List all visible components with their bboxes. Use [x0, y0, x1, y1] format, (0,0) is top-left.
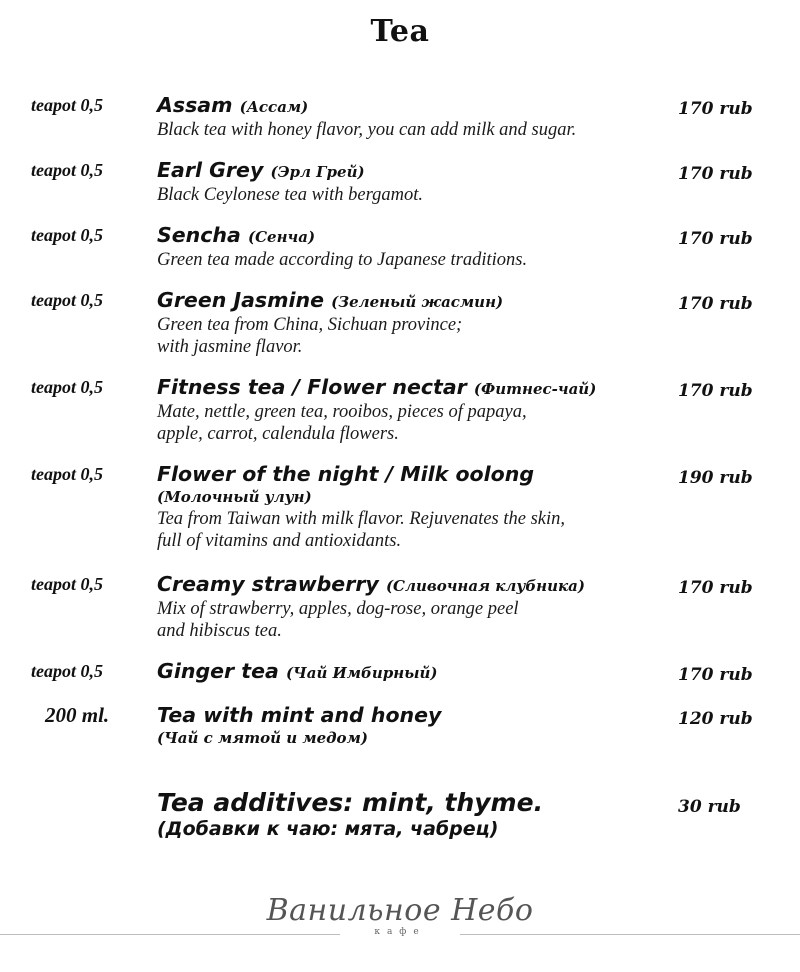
- item-description: Tea from Taiwan with milk flavor. Rejuvenates the skin,: [157, 509, 566, 529]
- page-title: Tea: [370, 14, 430, 49]
- item-description: Black tea with honey flavor, you can add milk and sugar.: [157, 120, 577, 140]
- item-name-russian: (Чай Имбирный): [285, 664, 438, 682]
- item-name: Fitness tea / Flower nectar: [157, 375, 467, 399]
- item-quantity: teapot 0,5: [31, 661, 103, 681]
- item-quantity: teapot 0,5: [31, 377, 103, 397]
- item-price: 170 rub: [678, 578, 753, 598]
- item-price: 120 rub: [678, 709, 753, 729]
- item-name-russian: (Молочный улун): [157, 488, 312, 506]
- logo-subtitle: кафе: [374, 927, 426, 937]
- item-description: Mix of strawberry, apples, dog-rose, orange peel: [157, 599, 519, 619]
- item-description: apple, carrot, calendula flowers.: [157, 424, 399, 444]
- item-quantity: teapot 0,5: [31, 225, 103, 245]
- item-quantity: teapot 0,5: [31, 290, 103, 310]
- item-price: 170 rub: [678, 164, 753, 184]
- item-name: Sencha: [157, 223, 241, 247]
- item-name-russian: (Чай с мятой и медом): [157, 729, 368, 747]
- item-price: 170 rub: [678, 99, 753, 119]
- item-description: Green tea from China, Sichuan province;: [157, 315, 463, 335]
- item-name-russian: (Сенча): [247, 228, 316, 246]
- item-name: Green Jasmine: [157, 288, 325, 312]
- item-description: full of vitamins and antioxidants.: [157, 531, 402, 551]
- additives-name: Tea additives: mint, thyme.: [157, 788, 544, 817]
- item-name: Tea with mint and honey: [157, 703, 442, 727]
- item-description: Green tea made according to Japanese traditions.: [157, 250, 528, 270]
- item-description: with jasmine flavor.: [157, 337, 303, 357]
- item-name: Assam: [157, 93, 233, 117]
- item-quantity: teapot 0,5: [31, 464, 103, 484]
- item-description: Mate, nettle, green tea, rooibos, pieces of papaya,: [157, 402, 527, 422]
- item-name-russian: (Сливочная клубника): [385, 577, 585, 595]
- item-name: Creamy strawberry: [157, 572, 379, 596]
- item-name-russian: (Ассам): [239, 98, 309, 116]
- item-price: 190 rub: [678, 468, 753, 488]
- logo-script-text: Ванильное Небо: [266, 893, 534, 928]
- item-name-russian: (Эрл Грей): [270, 163, 365, 181]
- item-name-russian: (Зеленый жасмин): [331, 293, 504, 311]
- item-name-russian: (Фитнес-чай): [473, 380, 597, 398]
- item-quantity: 200 ml.: [45, 703, 110, 727]
- item-name: Earl Grey: [157, 158, 264, 182]
- item-price: 170 rub: [678, 381, 753, 401]
- cafe-logo: [0, 893, 800, 928]
- item-quantity: teapot 0,5: [31, 95, 103, 115]
- item-quantity: teapot 0,5: [31, 160, 103, 180]
- additives-name-russian: (Добавки к чаю: мята, чабрец): [157, 818, 499, 840]
- item-price: 170 rub: [678, 294, 753, 314]
- item-quantity: teapot 0,5: [31, 574, 103, 594]
- item-description: and hibiscus tea.: [157, 621, 282, 641]
- item-description: Black Ceylonese tea with bergamot.: [157, 185, 423, 205]
- additives-price: 30 rub: [678, 797, 741, 817]
- item-name: Ginger tea: [157, 659, 279, 683]
- item-price: 170 rub: [678, 665, 753, 685]
- item-name: Flower of the night / Milk oolong: [157, 462, 534, 486]
- item-price: 170 rub: [678, 229, 753, 249]
